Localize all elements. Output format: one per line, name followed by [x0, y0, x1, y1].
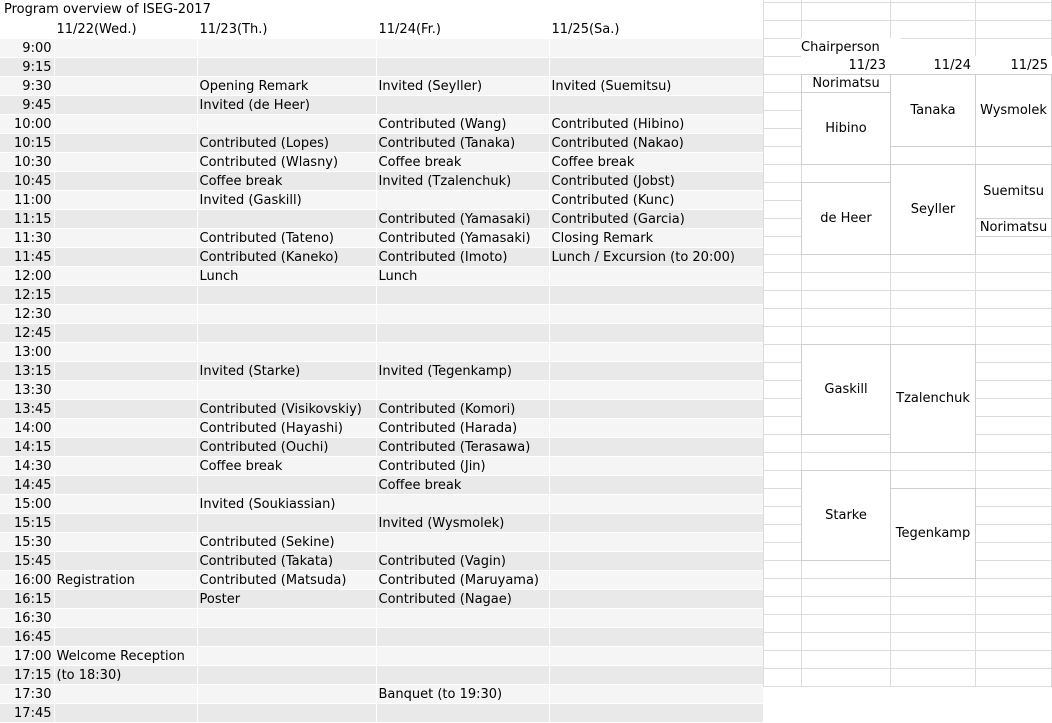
sat-cell: [549, 457, 763, 476]
wed-cell: Welcome Reception: [54, 647, 197, 666]
schedule-row: [0, 191, 763, 210]
sat-cell: [549, 438, 763, 457]
fri-cell: Coffee break: [376, 153, 549, 172]
time-cell: 16:00: [0, 571, 54, 590]
sat-cell: [549, 609, 763, 628]
thu-cell: Coffee break: [197, 457, 376, 476]
chair-1125-wysmolek: Wysmolek: [975, 74, 1052, 147]
wed-cell: [54, 172, 197, 191]
fri-cell: Contributed (Jin): [376, 457, 549, 476]
fri-cell: [376, 191, 549, 210]
day-header-row: [0, 20, 763, 39]
fri-cell: [376, 647, 549, 666]
time-cell: 15:30: [0, 533, 54, 552]
sat-cell: [549, 39, 763, 58]
sheet-gridline: [763, 596, 1052, 597]
wed-cell: [54, 153, 197, 172]
program-table: [0, 20, 764, 723]
fri-cell: [376, 324, 549, 343]
schedule-row: [0, 267, 763, 286]
time-cell: 9:30: [0, 77, 54, 96]
wed-cell: (to 18:30): [54, 666, 197, 685]
schedule-row: [0, 134, 763, 153]
fri-cell: Contributed (Komori): [376, 400, 549, 419]
wed-cell: [54, 305, 197, 324]
chair-1123-starke: Starke: [801, 470, 891, 561]
fri-cell: Invited (Seyller): [376, 77, 549, 96]
wed-cell: [54, 495, 197, 514]
schedule-row: [0, 495, 763, 514]
sheet-gridline: [763, 686, 1052, 687]
fri-cell: Contributed (Terasawa): [376, 438, 549, 457]
sat-cell: [549, 552, 763, 571]
schedule-row: [0, 343, 763, 362]
chair-date-1124: 11/24: [890, 56, 975, 74]
sheet-column-line: [763, 0, 764, 686]
chair-date-1125: 11/25: [975, 56, 1052, 74]
time-cell: 15:45: [0, 552, 54, 571]
time-cell: 10:00: [0, 115, 54, 134]
schedule-row: [0, 172, 763, 191]
thu-cell: [197, 685, 376, 704]
time-cell: 10:30: [0, 153, 54, 172]
thu-cell: [197, 39, 376, 58]
wed-cell: [54, 324, 197, 343]
wed-cell: [54, 476, 197, 495]
wed-cell: [54, 191, 197, 210]
sat-cell: [549, 58, 763, 77]
sat-cell: [549, 495, 763, 514]
sat-cell: Closing Remark: [549, 229, 763, 248]
thu-cell: [197, 628, 376, 647]
schedule-row: [0, 96, 763, 115]
sat-cell: Contributed (Hibino): [549, 115, 763, 134]
fri-cell: Contributed (Wang): [376, 115, 549, 134]
sat-cell: Contributed (Jobst): [549, 172, 763, 191]
fri-cell: [376, 58, 549, 77]
thu-cell: Invited (Soukiassian): [197, 495, 376, 514]
thu-cell: Contributed (Matsuda): [197, 571, 376, 590]
schedule-row: [0, 438, 763, 457]
time-cell: 13:45: [0, 400, 54, 419]
chair-1124-tzalenchuk: Tzalenchuk: [890, 344, 976, 453]
thu-cell: [197, 58, 376, 77]
chairperson-panel: [763, 0, 1052, 686]
time-cell: 13:30: [0, 381, 54, 400]
fri-cell: Contributed (Imoto): [376, 248, 549, 267]
thu-cell: [197, 514, 376, 533]
chair-1123-gaskill: Gaskill: [801, 344, 891, 435]
fri-cell: Contributed (Yamasaki): [376, 229, 549, 248]
schedule-row: [0, 115, 763, 134]
wed-cell: [54, 362, 197, 381]
wed-cell: [54, 609, 197, 628]
wed-cell: [54, 438, 197, 457]
time-cell: 13:15: [0, 362, 54, 381]
fri-cell: [376, 39, 549, 58]
thu-cell: Contributed (Ouchi): [197, 438, 376, 457]
thu-cell: [197, 381, 376, 400]
thu-cell: Opening Remark: [197, 77, 376, 96]
thu-cell: [197, 666, 376, 685]
day-header: 11/25(Sa.): [549, 20, 763, 39]
thu-cell: Contributed (Lopes): [197, 134, 376, 153]
fri-cell: Contributed (Vagin): [376, 552, 549, 571]
schedule-row: [0, 590, 763, 609]
sheet-gridline: [763, 308, 1052, 309]
thu-cell: [197, 609, 376, 628]
thu-cell: Lunch: [197, 267, 376, 286]
thu-cell: Invited (de Heer): [197, 96, 376, 115]
wed-cell: [54, 210, 197, 229]
chair-1125-norimatsu: Norimatsu: [975, 218, 1052, 237]
fri-cell: [376, 305, 549, 324]
sheet-gridline: [763, 272, 1052, 273]
sat-cell: [549, 362, 763, 381]
wed-cell: [54, 58, 197, 77]
sat-cell: [549, 343, 763, 362]
schedule-row: [0, 419, 763, 438]
time-cell: 12:15: [0, 286, 54, 305]
wed-cell: [54, 267, 197, 286]
fri-cell: [376, 96, 549, 115]
sat-cell: [549, 286, 763, 305]
fri-cell: Lunch: [376, 267, 549, 286]
fri-cell: Invited (Wysmolek): [376, 514, 549, 533]
sat-cell: [549, 419, 763, 438]
time-cell: 10:15: [0, 134, 54, 153]
time-cell: 16:30: [0, 609, 54, 628]
thu-cell: Invited (Starke): [197, 362, 376, 381]
chair-1123-hibino: Hibino: [801, 92, 891, 165]
wed-cell: [54, 229, 197, 248]
time-cell: 17:30: [0, 685, 54, 704]
schedule-row: [0, 552, 763, 571]
time-cell: 16:45: [0, 628, 54, 647]
schedule-row: [0, 666, 763, 685]
schedule-row: [0, 457, 763, 476]
thu-cell: [197, 476, 376, 495]
fri-cell: [376, 495, 549, 514]
fri-cell: [376, 343, 549, 362]
day-header: 11/24(Fr.): [376, 20, 549, 39]
schedule-row: [0, 77, 763, 96]
thu-cell: Invited (Gaskill): [197, 191, 376, 210]
fri-cell: [376, 381, 549, 400]
sat-cell: [549, 476, 763, 495]
schedule-row: [0, 647, 763, 666]
fri-cell: Contributed (Harada): [376, 419, 549, 438]
sat-cell: [549, 647, 763, 666]
fri-cell: [376, 628, 549, 647]
wed-cell: [54, 115, 197, 134]
schedule-row: [0, 210, 763, 229]
sat-cell: Coffee break: [549, 153, 763, 172]
sat-cell: Invited (Suemitsu): [549, 77, 763, 96]
sat-cell: [549, 571, 763, 590]
wed-cell: [54, 248, 197, 267]
thu-cell: Contributed (Kaneko): [197, 248, 376, 267]
sheet-gridline: [763, 326, 1052, 327]
schedule-row: [0, 685, 763, 704]
sat-cell: [549, 590, 763, 609]
schedule-row: [0, 286, 763, 305]
wed-cell: [54, 39, 197, 58]
schedule-row: [0, 571, 763, 590]
wed-cell: [54, 381, 197, 400]
fri-cell: Contributed (Maruyama): [376, 571, 549, 590]
schedule-row: [0, 305, 763, 324]
time-cell: 14:30: [0, 457, 54, 476]
time-cell: 14:00: [0, 419, 54, 438]
chairperson-heading: Chairperson: [801, 38, 901, 56]
thu-cell: Contributed (Wlasny): [197, 153, 376, 172]
sat-cell: [549, 628, 763, 647]
time-cell: 14:45: [0, 476, 54, 495]
chair-1124-tanaka: Tanaka: [890, 74, 976, 147]
time-cell: 14:15: [0, 438, 54, 457]
schedule-row: [0, 609, 763, 628]
thu-cell: Contributed (Sekine): [197, 533, 376, 552]
sat-cell: Contributed (Kunc): [549, 191, 763, 210]
time-cell: 13:00: [0, 343, 54, 362]
schedule-row: [0, 39, 763, 58]
sheet-gridline: [763, 290, 1052, 291]
sat-cell: [549, 381, 763, 400]
time-cell: 11:30: [0, 229, 54, 248]
time-cell: 17:00: [0, 647, 54, 666]
schedule-row: [0, 324, 763, 343]
chair-date-1123: 11/23: [801, 56, 890, 74]
schedule-row: [0, 628, 763, 647]
sat-cell: [549, 704, 763, 723]
time-cell: 16:15: [0, 590, 54, 609]
chair-1123-norimatsu: Norimatsu: [801, 74, 891, 93]
fri-cell: Invited (Tegenkamp): [376, 362, 549, 381]
schedule-row: [0, 58, 763, 77]
time-cell: 12:30: [0, 305, 54, 324]
time-cell: 17:45: [0, 704, 54, 723]
wed-cell: [54, 590, 197, 609]
sheet-gridline: [763, 20, 1052, 21]
sat-cell: [549, 514, 763, 533]
thu-cell: [197, 305, 376, 324]
fri-cell: Contributed (Nagae): [376, 590, 549, 609]
wed-cell: [54, 552, 197, 571]
time-cell: 15:00: [0, 495, 54, 514]
fri-cell: Invited (Tzalenchuk): [376, 172, 549, 191]
thu-cell: Coffee break: [197, 172, 376, 191]
thu-cell: [197, 704, 376, 723]
wed-cell: [54, 286, 197, 305]
sheet-gridline: [763, 614, 1052, 615]
time-cell: 9:00: [0, 39, 54, 58]
fri-cell: Contributed (Tanaka): [376, 134, 549, 153]
fri-cell: [376, 704, 549, 723]
time-cell: 12:45: [0, 324, 54, 343]
thu-cell: Contributed (Takata): [197, 552, 376, 571]
time-cell: 9:15: [0, 58, 54, 77]
fri-cell: [376, 609, 549, 628]
sat-cell: [549, 400, 763, 419]
wed-cell: [54, 533, 197, 552]
thu-cell: [197, 324, 376, 343]
wed-cell: [54, 457, 197, 476]
schedule-row: [0, 153, 763, 172]
schedule-row: [0, 381, 763, 400]
sat-cell: Lunch / Excursion (to 20:00): [549, 248, 763, 267]
time-cell: 12:00: [0, 267, 54, 286]
sat-cell: [549, 96, 763, 115]
time-cell: 11:45: [0, 248, 54, 267]
header-blank-cell: [0, 20, 54, 39]
sat-cell: [549, 533, 763, 552]
schedule-row: [0, 362, 763, 381]
thu-cell: [197, 210, 376, 229]
wed-cell: [54, 514, 197, 533]
time-cell: 11:00: [0, 191, 54, 210]
sat-cell: [549, 267, 763, 286]
schedule-row: [0, 514, 763, 533]
wed-cell: [54, 343, 197, 362]
sheet-gridline: [763, 650, 1052, 651]
fri-cell: [376, 286, 549, 305]
thu-cell: Contributed (Hayashi): [197, 419, 376, 438]
fri-cell: Contributed (Yamasaki): [376, 210, 549, 229]
day-header: 11/22(Wed.): [54, 20, 197, 39]
thu-cell: Poster: [197, 590, 376, 609]
sheet-gridline: [763, 668, 1052, 669]
thu-cell: Contributed (Tateno): [197, 229, 376, 248]
wed-cell: Registration: [54, 571, 197, 590]
sat-cell: [549, 685, 763, 704]
time-cell: 15:15: [0, 514, 54, 533]
thu-cell: [197, 286, 376, 305]
schedule-row: [0, 476, 763, 495]
time-cell: 11:15: [0, 210, 54, 229]
thu-cell: Contributed (Visikovskiy): [197, 400, 376, 419]
wed-cell: [54, 77, 197, 96]
wed-cell: [54, 400, 197, 419]
sat-cell: Contributed (Nakao): [549, 134, 763, 153]
thu-cell: [197, 343, 376, 362]
fri-cell: [376, 666, 549, 685]
sat-cell: Contributed (Garcia): [549, 210, 763, 229]
wed-cell: [54, 419, 197, 438]
schedule-row: [0, 704, 763, 723]
page-title: Program overview of ISEG-2017: [4, 2, 211, 17]
chair-1124-seyller: Seyller: [890, 164, 976, 255]
schedule-row: [0, 533, 763, 552]
schedule-row: [0, 229, 763, 248]
sat-cell: [549, 324, 763, 343]
sheet-gridline: [763, 2, 1052, 3]
wed-cell: [54, 134, 197, 153]
sat-cell: [549, 666, 763, 685]
wed-cell: [54, 628, 197, 647]
wed-cell: [54, 704, 197, 723]
chair-1125-suemitsu: Suemitsu: [975, 164, 1052, 219]
time-cell: 10:45: [0, 172, 54, 191]
time-cell: 17:15: [0, 666, 54, 685]
chair-1123-deheer: de Heer: [801, 182, 891, 255]
fri-cell: Banquet (to 19:30): [376, 685, 549, 704]
thu-cell: [197, 647, 376, 666]
thu-cell: [197, 115, 376, 134]
fri-cell: [376, 533, 549, 552]
sheet-gridline: [763, 632, 1052, 633]
wed-cell: [54, 96, 197, 115]
fri-cell: Coffee break: [376, 476, 549, 495]
day-header: 11/23(Th.): [197, 20, 376, 39]
time-cell: 9:45: [0, 96, 54, 115]
schedule-row: [0, 400, 763, 419]
chair-1124-tegenkamp: Tegenkamp: [890, 488, 976, 579]
wed-cell: [54, 685, 197, 704]
sat-cell: [549, 305, 763, 324]
schedule-row: [0, 248, 763, 267]
